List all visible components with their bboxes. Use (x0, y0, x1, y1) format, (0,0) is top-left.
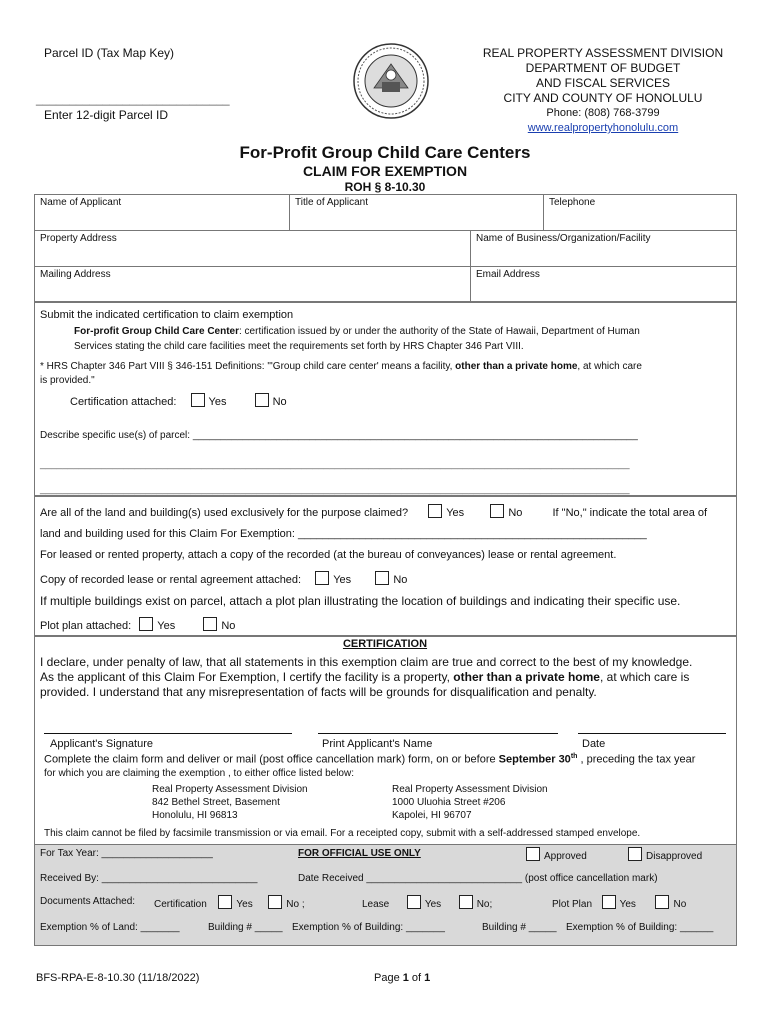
fax-note: This claim cannot be filed by facsimile transmission or via email. For a receipted copy, submit with a self-addressed stamped envelope. (44, 828, 641, 839)
city-name: CITY AND COUNTY OF HONOLULU (503, 91, 703, 105)
website-link[interactable]: www.realpropertyhonolulu.com (527, 122, 679, 134)
approved-checkbox[interactable] (526, 847, 540, 861)
tax-year-field[interactable]: For Tax Year: ____________________ (40, 848, 213, 859)
submit-instruction: Submit the indicated certification to claim exemption (40, 309, 294, 321)
plot-yes-checkbox[interactable] (139, 617, 153, 631)
leased-property-note: For leased or rented property, attach a copy of the recorded (at the bureau of conveyances) lease or rental agreement. (40, 549, 617, 561)
official-plot-no-checkbox[interactable] (655, 895, 669, 909)
instructions-line1: Complete the claim form and deliver or mail (post office cancellation mark) form, on or before September 30th , preceding the tax year (44, 753, 696, 766)
official-lease-row: Lease Yes No; (362, 895, 492, 910)
office1-line2: 842 Bethel Street, Basement (152, 797, 280, 808)
official-cert-yes-checkbox[interactable] (218, 895, 232, 909)
signature-line[interactable] (44, 733, 292, 734)
certification-description: For-profit Group Child Care Center: certification issued by or under the authority of the State of Hawaii, Department of Human (74, 326, 640, 337)
hrs-definition-line2: is provided." (40, 375, 95, 386)
office2-line1: Real Property Assessment Division (392, 784, 548, 795)
declaration-line1: I declare, under penalty of law, that all statements in this exemption claim are true and correct to the best of my knowledge. (40, 655, 693, 669)
name-of-applicant-field[interactable]: Name of Applicant (40, 197, 122, 208)
signature-label: Applicant's Signature (50, 738, 153, 750)
hrs-definition: * HRS Chapter 346 Part VIII § 346-151 Definitions: "'Group child care center' means a facility, other than a private home, at which care (40, 361, 642, 372)
official-lease-yes-checkbox[interactable] (407, 895, 421, 909)
disapproved-checkbox[interactable] (628, 847, 642, 861)
describe-use-line3[interactable]: __________________________________________________________________________________________________________ (40, 484, 630, 495)
official-cert-row: Certification Yes No ; (154, 895, 305, 910)
property-address-field[interactable]: Property Address (40, 233, 117, 244)
plot-plan-row: Plot plan attached: Yes No (40, 617, 235, 632)
form-subtitle: CLAIM FOR EXEMPTION (302, 163, 468, 179)
date-label: Date (582, 738, 606, 750)
page-number: Page 1 of 1 (374, 972, 431, 984)
land-building-area-field[interactable]: land and building used for this Claim For Exemption: _________________________________________________________ (40, 528, 647, 540)
declaration-line3: provided. I understand that any misrepresentation of facts will be grounds for disqualification and penalty. (40, 685, 597, 699)
office2-line2: 1000 Uluohia Street #206 (392, 797, 506, 808)
building-number-field-2[interactable]: Building # _____ (482, 922, 557, 933)
office1-line3: Honolulu, HI 96813 (152, 810, 238, 821)
exemption-building-field-1[interactable]: Exemption % of Building: _______ (292, 922, 445, 933)
parcel-id-field[interactable]: _____________________________ (36, 92, 230, 106)
lease-yes-checkbox[interactable] (315, 571, 329, 585)
official-plot-row: Plot Plan Yes No (552, 895, 686, 910)
parcel-id-label: Parcel ID (Tax Map Key) (44, 46, 175, 60)
parcel-id-hint: Enter 12-digit Parcel ID (44, 108, 169, 122)
declaration-line2: As the applicant of this Claim For Exemption, I certify the facility is a property, other than a private home, at which care is (40, 670, 690, 684)
approved-option: Approved (526, 847, 587, 862)
official-plot-yes-checkbox[interactable] (602, 895, 616, 909)
print-name-label: Print Applicant's Name (322, 738, 433, 750)
official-lease-no-checkbox[interactable] (459, 895, 473, 909)
building-number-field-1[interactable]: Building # _____ (208, 922, 283, 933)
form-id: BFS-RPA-E-8-10.30 (11/18/2022) (36, 972, 200, 984)
exclusive-yes-checkbox[interactable] (428, 504, 442, 518)
title-of-applicant-field[interactable]: Title of Applicant (295, 197, 369, 208)
lease-copy-row: Copy of recorded lease or rental agreement attached: Yes No (40, 571, 407, 586)
business-name-field[interactable]: Name of Business/Organization/Facility (476, 233, 651, 244)
telephone-field[interactable]: Telephone (549, 197, 596, 208)
certification-description-line2: Services stating the child care facilities meet the requirements set forth by HRS Chapter 346 Part VIII. (74, 341, 524, 352)
official-use-heading: FOR OFFICIAL USE ONLY (298, 848, 421, 859)
exemption-building-field-2[interactable]: Exemption % of Building: ______ (566, 922, 714, 933)
certification-attached-row: Certification attached: Yes No (70, 393, 287, 408)
applicant-info-box (34, 194, 737, 302)
received-by-field[interactable]: Received By: ____________________________ (40, 873, 258, 884)
division-name: REAL PROPERTY ASSESSMENT DIVISION (482, 46, 724, 60)
lease-no-checkbox[interactable] (375, 571, 389, 585)
email-address-field[interactable]: Email Address (476, 269, 540, 280)
certification-heading: CERTIFICATION (342, 638, 428, 650)
ordinance-reference: ROH § 8-10.30 (344, 180, 426, 194)
plot-no-checkbox[interactable] (203, 617, 217, 631)
mailing-address-field[interactable]: Mailing Address (40, 269, 111, 280)
exemption-land-field[interactable]: Exemption % of Land: _______ (40, 922, 180, 933)
form-title: For-Profit Group Child Care Centers (239, 143, 531, 162)
documents-attached-label: Documents Attached: (40, 896, 136, 907)
office2-line3: Kapolei, HI 96707 (392, 810, 472, 821)
department-line2: AND FISCAL SERVICES (535, 76, 671, 90)
exclusive-use-row: Are all of the land and building(s) used exclusively for the purpose claimed? Yes No If "No," indicate the total area of (40, 504, 707, 519)
multiple-buildings-note: If multiple buildings exist on parcel, attach a plot plan illustrating the location of buildings and indicating their specific use. (40, 594, 681, 608)
department-line1: DEPARTMENT OF BUDGET (525, 61, 681, 75)
cert-yes-checkbox[interactable] (191, 393, 205, 407)
date-received-field[interactable]: Date Received ____________________________ (post office cancellation mark) (298, 873, 658, 884)
describe-use-field[interactable]: Describe specific use(s) of parcel: ________________________________________________________________________________ (40, 430, 638, 441)
office1-line1: Real Property Assessment Division (152, 784, 308, 795)
describe-use-line2[interactable]: __________________________________________________________________________________________________________ (40, 459, 630, 470)
exclusive-no-checkbox[interactable] (490, 504, 504, 518)
instructions-line2: for which you are claiming the exemption , to either office listed below: (44, 768, 354, 779)
disapproved-option: Disapproved (628, 847, 702, 862)
print-name-line[interactable] (318, 733, 558, 734)
cert-no-checkbox[interactable] (255, 393, 269, 407)
city-seal-icon (352, 42, 430, 120)
official-cert-no-checkbox[interactable] (268, 895, 282, 909)
phone-number: Phone: (808) 768-3799 (546, 107, 660, 119)
date-line[interactable] (578, 733, 726, 734)
